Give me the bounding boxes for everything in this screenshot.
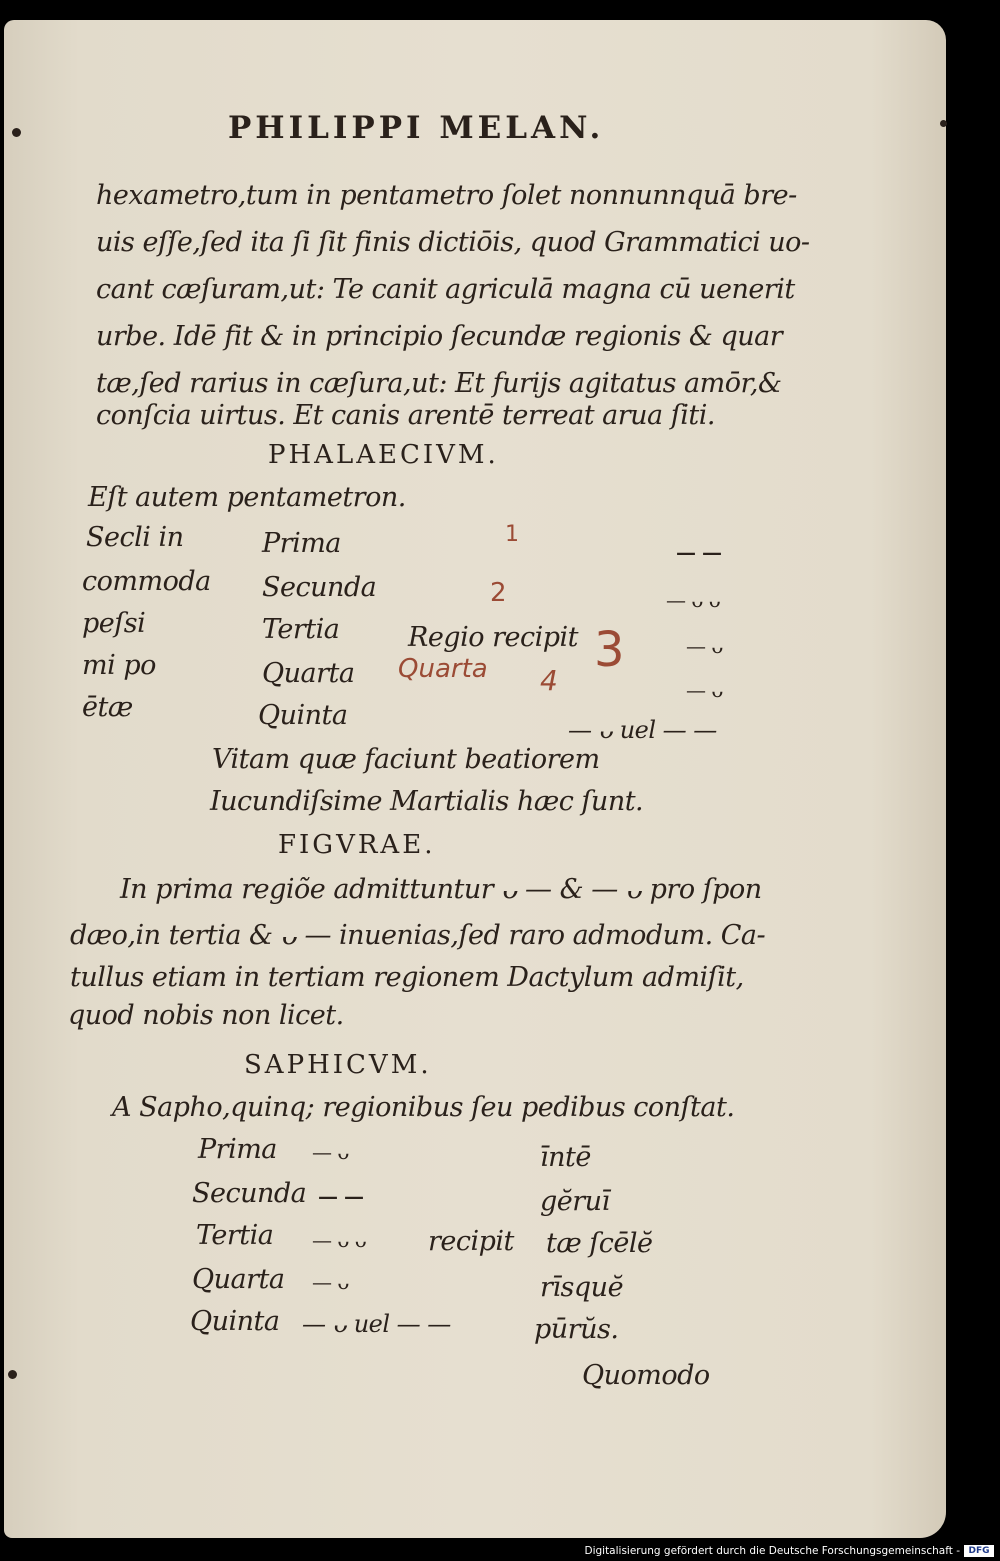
meter-foot: — ᴗ: [312, 1270, 349, 1294]
scansion-example: tæ ſcēlĕ: [546, 1228, 653, 1259]
section-heading-saphicum: SAPHICVM.: [244, 1050, 432, 1080]
region-label: Secunda: [192, 1178, 307, 1209]
dfg-logo: DFG: [964, 1545, 994, 1557]
meter-foot: — —: [676, 540, 722, 564]
text-line: In prima regiõe admittuntur ᴗ — & — ᴗ pro ſpon: [120, 874, 762, 905]
region-label: Quarta: [262, 658, 355, 689]
region-label: Tertia: [262, 614, 340, 645]
scansion-example: gĕruī: [540, 1186, 610, 1217]
meter-foot: — ᴗ uel — —: [568, 716, 717, 744]
handwritten-quarta: Quarta: [398, 654, 488, 684]
handwritten-number: 3: [594, 622, 625, 678]
scansion-example: īntē: [540, 1142, 591, 1173]
syllable: Secli in: [86, 522, 184, 553]
syllable: ētæ: [82, 692, 133, 723]
saphicum-intro: A Sapho,quinq; regionibus ſeu pedibus conſtat.: [112, 1092, 735, 1123]
text-line: urbe. Idē fit & in principio ſecundæ regionis & quar: [96, 321, 783, 352]
meter-foot: — —: [318, 1184, 364, 1208]
verse-line: Iucundiſsime Martialis hæc ſunt.: [210, 786, 644, 817]
region-label: Quarta: [192, 1264, 285, 1295]
syllable: mi po: [82, 650, 156, 681]
footer-credit: Digitalisierung gefördert durch die Deutsche Forschungsgemeinschaft -: [584, 1545, 960, 1557]
meter-foot: — ᴗ ᴗ: [312, 1228, 367, 1252]
meter-foot: — ᴗ: [686, 678, 723, 702]
region-label: Tertia: [196, 1220, 274, 1251]
region-label: Secunda: [262, 572, 377, 603]
text-line: hexametro,tum in pentametro ſolet nonnunnquā bre-: [96, 180, 797, 211]
syllable: peſsi: [82, 608, 146, 639]
digitization-footer: [0, 1542, 1000, 1561]
text-line: cant cæſuram,ut: Te canit agriculā magna cū uenerit: [96, 274, 795, 305]
meter-foot: — ᴗ: [686, 634, 723, 658]
text-line: conſcia uirtus. Et canis arentē terreat arua ſiti.: [96, 400, 715, 431]
region-label: Quinta: [258, 700, 348, 731]
scansion-example: pūrŭs.: [534, 1314, 619, 1345]
region-label: Prima: [198, 1134, 277, 1165]
meter-foot: — ᴗ uel — —: [302, 1310, 451, 1338]
section-heading-phalaecium: PHALAECIVM.: [268, 440, 499, 470]
handwritten-number: 4: [540, 664, 558, 697]
syllable: commoda: [82, 566, 211, 597]
meter-foot: — ᴗ: [312, 1140, 349, 1164]
text-line: tullus etiam in tertiam regionem Dactylum admiſit,: [70, 962, 744, 993]
scansion-example: rīsquĕ: [540, 1272, 624, 1303]
handwritten-number: 2: [490, 578, 507, 608]
text-line: quod nobis non licet.: [68, 1000, 344, 1031]
region-label: Prima: [262, 528, 341, 559]
running-title: PHILIPPI MELAN.: [228, 110, 605, 146]
margin-dot-lower: [8, 1370, 17, 1379]
text-line: tæ,ſed rarius in cæſura,ut: Et furijs agitatus amōr,&: [96, 368, 782, 399]
section-heading-figurae: FIGVRAE.: [278, 830, 436, 860]
verse-line: Vitam quæ faciunt beatiorem: [212, 744, 600, 775]
margin-dot-upper: [12, 128, 21, 137]
handwritten-number: 1: [505, 522, 519, 547]
catchword: Quomodo: [582, 1360, 710, 1391]
meter-foot: — ᴗ ᴗ: [666, 588, 721, 612]
phalaecium-intro: Eſt autem pentametron.: [88, 482, 406, 513]
text-line: dæo,in tertia & ᴗ — inuenias,ſed raro admodum. Ca-: [70, 920, 766, 951]
recipit-label: recipit: [428, 1226, 514, 1257]
region-label: Quinta: [190, 1306, 280, 1337]
margin-dot-right: [940, 120, 947, 127]
regio-recipit-label: Regio recipit: [408, 622, 578, 653]
text-line: uis eſſe,ſed ita ſi ſit finis dictiōis, quod Grammatici uo-: [96, 227, 810, 258]
